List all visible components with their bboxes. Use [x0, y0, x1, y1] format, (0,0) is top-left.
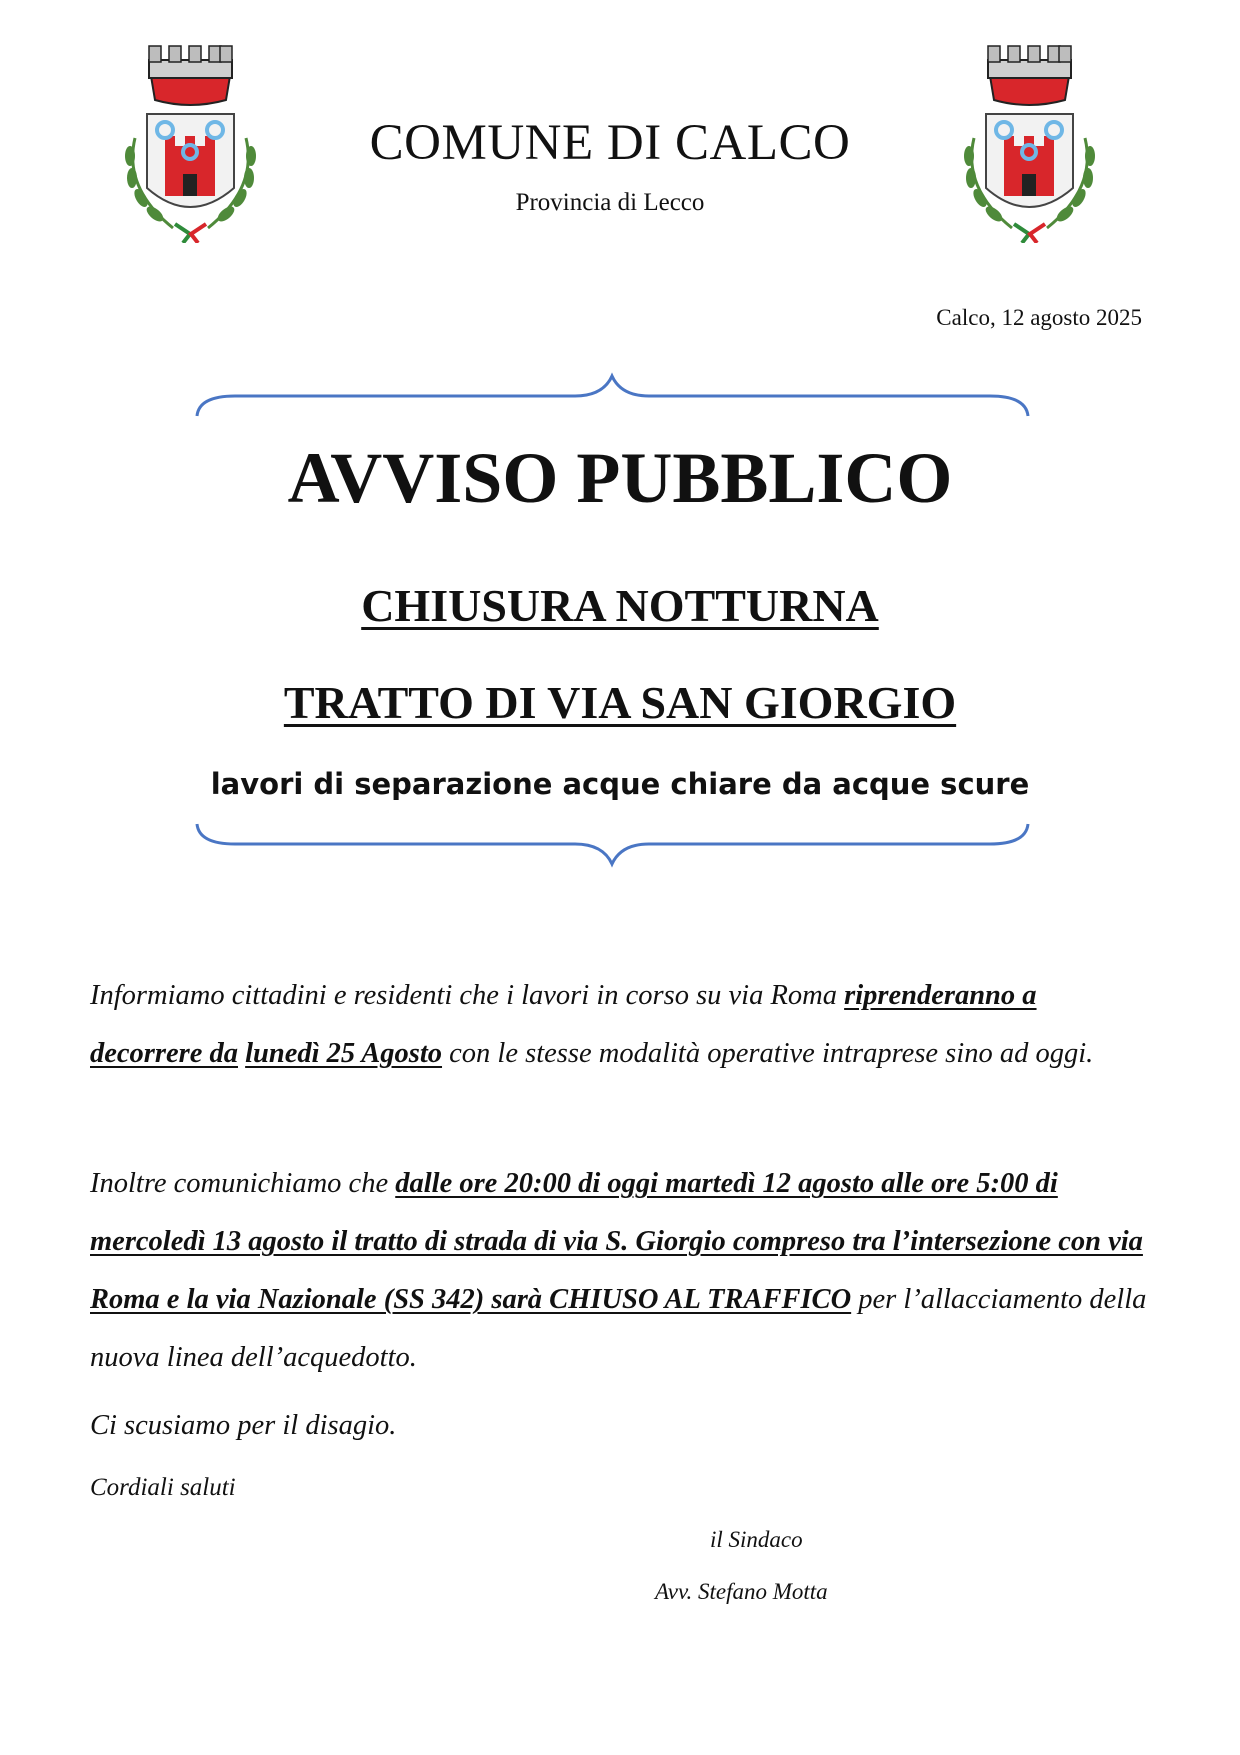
org-name: COMUNE DI CALCO [369, 115, 851, 171]
crown-icon [149, 46, 232, 105]
paragraph-2-text-b: per l’allacciamento della nuova linea dell’acquedotto. [90, 1284, 1147, 1373]
paragraph-2-emphasis: dalle ore 20:00 di oggi martedì 12 agosto alle ore 5:00 di mercoledì 13 agosto il tratto di strada di via S. Giorgio compreso tra l’intersezione con via Roma e la via Nazionale (SS 342) sarà CHIUSO AL TRAFFICO [90, 1168, 1143, 1315]
shield-icon [147, 114, 234, 207]
org-subtitle: Provincia di Lecco [515, 189, 705, 216]
notice-subheading-2: TRATTO DI VIA SAN GIORGIO [283, 677, 957, 728]
paragraph-1-emphasis-b: lunedì 25 Agosto [245, 1038, 443, 1069]
paragraph-2 [90, 1155, 1150, 1387]
notice-headline: AVVISO PUBBLICO [287, 438, 953, 518]
date-line: Calco, 12 agosto 2025 [936, 305, 1142, 330]
notice-subheading-1: CHIUSURA NOTTURNA [361, 580, 879, 631]
signer-role: il Sindaco [710, 1527, 803, 1552]
greeting-line: Cordiali saluti [90, 1474, 236, 1501]
brace-top-decoration [195, 372, 1030, 422]
ribbon-icon [175, 224, 206, 243]
paragraph-1 [90, 967, 1150, 1083]
paragraph-1-emphasis-a: riprenderanno a decorrere da [90, 980, 1037, 1069]
coat-of-arms-left [113, 38, 268, 243]
paragraph-1-text-a: Informiamo cittadini e residenti che i lavori in corso su via Roma [90, 980, 837, 1011]
paragraph-1-text-b: con le stesse modalità operative intraprese sino ad oggi. [449, 1038, 1094, 1069]
signer-name: Avv. Stefano Motta [655, 1579, 828, 1604]
ribbon-icon [1014, 224, 1045, 243]
apology-line: Ci scusiamo per il disagio. [90, 1410, 397, 1441]
shield-icon [986, 114, 1073, 207]
coat-of-arms-right [952, 38, 1107, 243]
paragraph-2-text-a: Inoltre comunichiamo che [90, 1168, 389, 1199]
brace-bottom-decoration [195, 818, 1030, 868]
notice-tagline: lavori di separazione acque chiare da acque scure [210, 767, 1030, 801]
crown-icon [988, 46, 1071, 105]
